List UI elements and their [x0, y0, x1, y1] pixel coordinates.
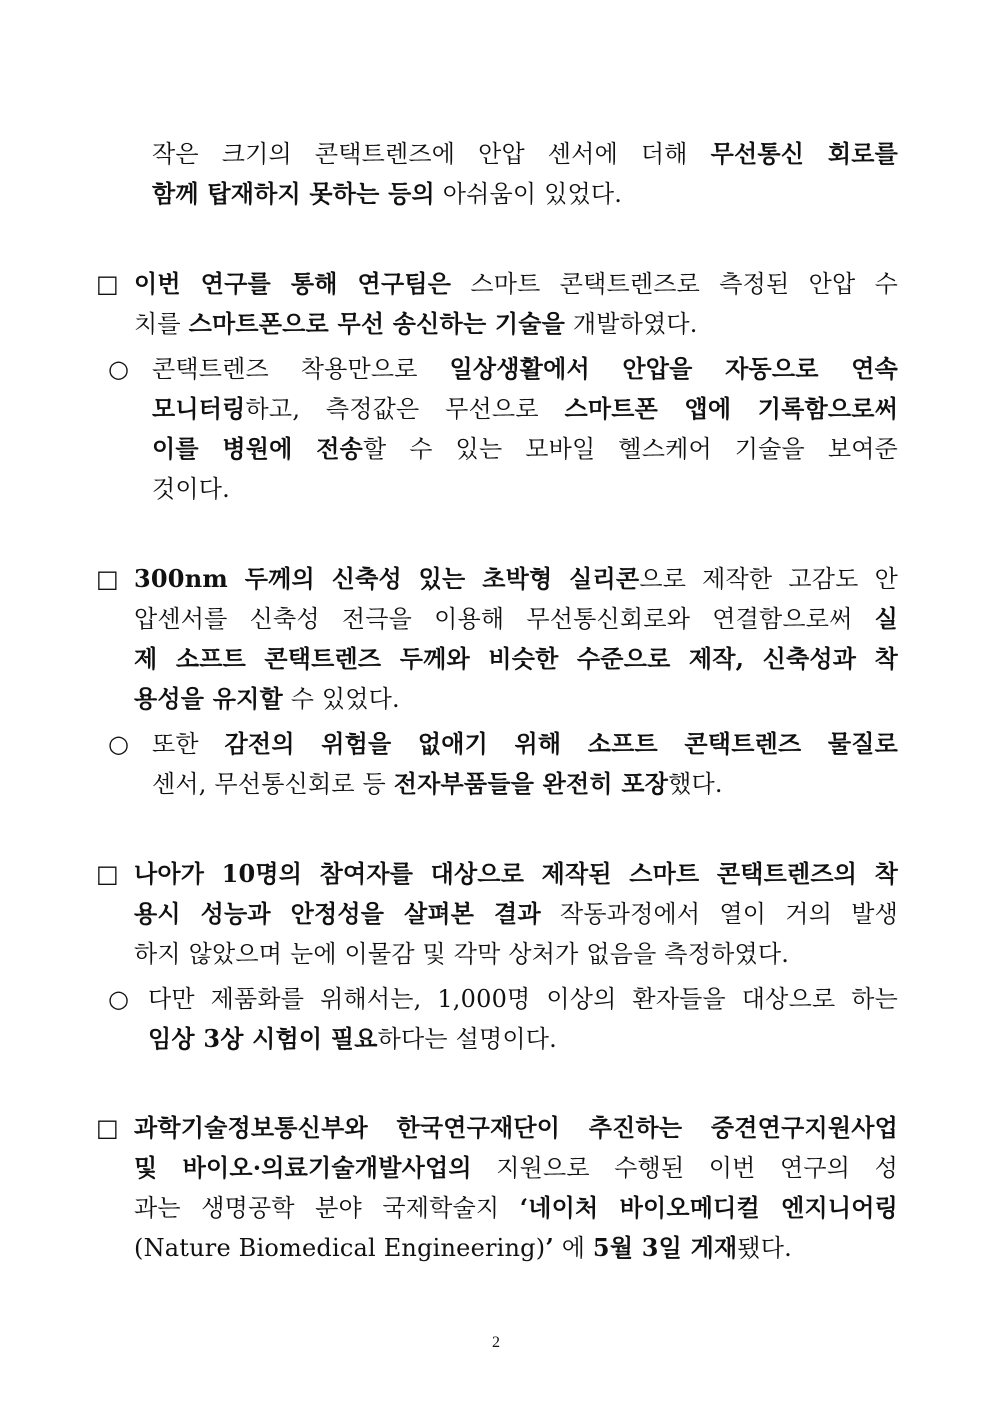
bold-text: 및 바이오·의료기술개발사업의 [134, 1153, 472, 1182]
bold-text: 과학기술정보통신부와 한국연구재단이 추진하는 중견연구지원사업 [134, 1113, 898, 1142]
text-line: 용성을 유지할 수 있었다. [134, 684, 400, 713]
bold-text: 이번 연구를 통해 연구팀은 [134, 269, 452, 298]
text-line: (Nature Biomedical Engineering)’ 에 5월 3일 게재됐다. [134, 1233, 792, 1262]
bold-text: 무선통신 회로를 [710, 139, 898, 168]
text-line: 함께 탑재하지 못하는 등의 아쉬움이 있었다. [152, 179, 623, 208]
bold-text: 용성을 유지할 [134, 684, 283, 713]
text-line: 및 바이오·의료기술개발사업의 지원으로 수행된 이번 연구의 성 [134, 1153, 898, 1182]
text-line: 용시 성능과 안정성을 살펴본 결과 작동과정에서 열이 거의 발생 [134, 899, 898, 928]
bold-text: 함께 탑재하지 못하는 등의 [152, 179, 435, 208]
text-line: 300nm 두께의 신축성 있는 초박형 실리콘으로 제작한 고감도 안 [134, 564, 899, 593]
bold-text: 스마트폰으로 무선 송신하는 기술을 [188, 309, 566, 338]
text-line: 것이다. [152, 475, 230, 503]
text-line: 하지 않았으며 눈에 이물감 및 각막 상처가 없음을 측정하였다. [134, 940, 790, 968]
circle-bullet-icon: ○ [108, 355, 129, 383]
text-line: 치를 스마트폰으로 무선 송신하는 기술을 개발하였다. [134, 309, 698, 338]
text-line: 센서, 무선통신회로 등 전자부품들을 완전히 포장했다. [152, 769, 723, 798]
text-line [134, 1113, 898, 1143]
page-number: 2 [492, 1334, 500, 1351]
text-line: 작은 크기의 콘택트렌즈에 안압 센서에 더해 무선통신 회로를 [152, 139, 898, 168]
text-line: 과는 생명공학 분야 국제학술지 ‘네이처 바이오메디컬 엔지니어링 [134, 1193, 898, 1222]
bold-text: 나아가 10명의 참여자를 대상으로 제작된 스마트 콘택트렌즈의 착 [134, 859, 898, 888]
bold-text: 전자부품들을 완전히 포장 [393, 769, 669, 798]
bold-text: 모니터링 [152, 394, 246, 423]
text-line [134, 859, 898, 889]
circle-bullet-icon: ○ [108, 730, 129, 758]
text-line: 모니터링하고, 측정값은 무선으로 스마트폰 앱에 기록함으로써 [152, 394, 899, 423]
bold-text: 5월 3일 게재 [592, 1233, 738, 1262]
text-line: 다만 제품화를 위해서는, 1,000명 이상의 환자들을 대상으로 하는 [148, 985, 898, 1013]
text-line: 콘택트렌즈 착용만으로 일상생활에서 안압을 자동으로 연속 [152, 354, 898, 383]
circle-bullet-icon: ○ [108, 985, 129, 1013]
text-line: 이번 연구를 통해 연구팀은 스마트 콘택트렌즈로 측정된 안압 수 [134, 269, 898, 298]
bold-text: 이를 병원에 전송 [152, 434, 363, 463]
square-bullet-icon: □ [96, 270, 119, 298]
bold-text: ‘네이처 바이오메디컬 엔지니어링 [519, 1193, 898, 1222]
bold-text: 300nm 두께의 신축성 있는 초박형 실리콘 [134, 564, 640, 593]
bold-text: 제 소프트 콘택트렌즈 두께와 비슷한 수준으로 제작, 신축성과 착 [134, 644, 898, 673]
square-bullet-icon: □ [96, 860, 119, 888]
text-line: 임상 3상 시험이 필요하다는 설명이다. [148, 1024, 557, 1053]
bold-text: ’ [545, 1233, 554, 1262]
square-bullet-icon: □ [96, 565, 119, 593]
text-line: 이를 병원에 전송할 수 있는 모바일 헬스케어 기술을 보여준 [152, 434, 898, 463]
text-line: 압센서를 신축성 전극을 이용해 무선통신회로와 연결함으로써 실 [134, 604, 898, 633]
bold-text: 실 [874, 604, 898, 633]
bold-text: 임상 3상 시험이 필요 [148, 1024, 378, 1053]
text-line [134, 644, 898, 674]
square-bullet-icon: □ [96, 1114, 119, 1142]
bold-text: 일상생활에서 안압을 자동으로 연속 [449, 354, 898, 383]
bold-text: 감전의 위험을 없애기 위해 소프트 콘택트렌즈 물질로 [224, 729, 898, 758]
bold-text: 스마트폰 앱에 기록함으로써 [564, 394, 899, 423]
text-line: 또한 감전의 위험을 없애기 위해 소프트 콘택트렌즈 물질로 [152, 729, 898, 758]
bold-text: 용시 성능과 안정성을 살펴본 결과 [134, 899, 541, 928]
